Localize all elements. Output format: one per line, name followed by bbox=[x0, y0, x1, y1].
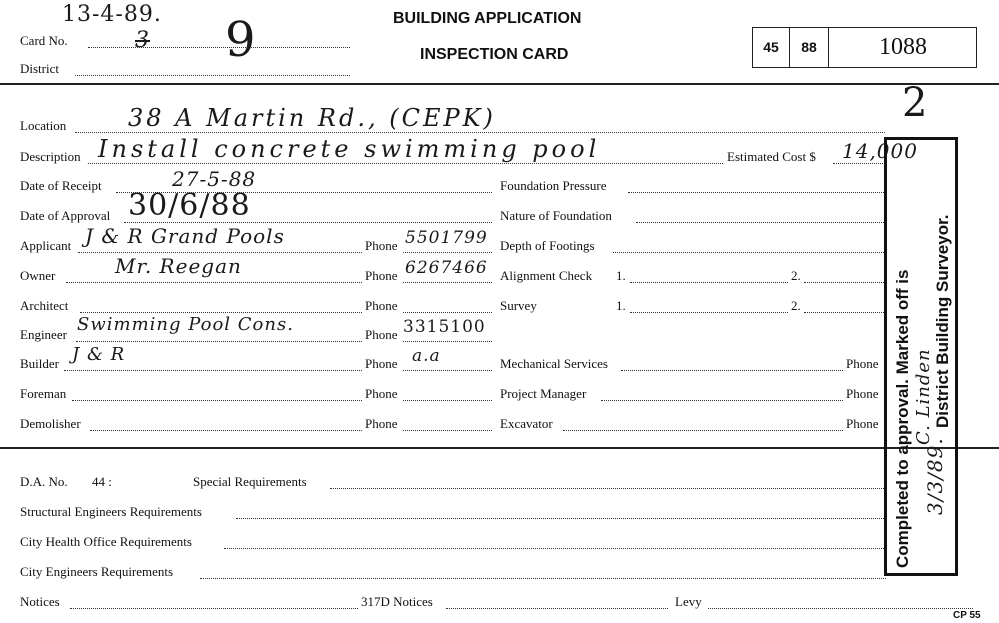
health-line bbox=[224, 548, 886, 549]
levy-label: Levy bbox=[675, 594, 702, 609]
mechanical-phone-label: Phone bbox=[846, 356, 879, 371]
applicant-phone-label: Phone bbox=[365, 238, 398, 253]
district-value: 9 bbox=[225, 12, 257, 68]
applicant-line bbox=[78, 252, 362, 253]
foreman-label: Foreman bbox=[20, 386, 67, 401]
alignment-two-label: 2. bbox=[791, 268, 801, 283]
date-approval-value: 30/6/88 bbox=[128, 188, 251, 223]
district-label: District bbox=[20, 61, 59, 76]
builder-line bbox=[64, 370, 362, 371]
description-label: Description bbox=[20, 149, 81, 164]
box-a: 45 bbox=[753, 28, 790, 67]
stamp-signature: C. Linden bbox=[913, 348, 934, 445]
survey-one-label: 1. bbox=[616, 298, 626, 313]
card-number-box bbox=[752, 27, 977, 68]
card-no-value: 3 bbox=[135, 28, 150, 53]
stamp-date: 3/3/89. bbox=[923, 437, 947, 515]
applicant-phone: 5501799 bbox=[405, 228, 488, 248]
depth-footings-line bbox=[613, 252, 886, 253]
date-approval-label: Date of Approval bbox=[20, 208, 111, 223]
foundation-pressure-label: Foundation Pressure bbox=[500, 178, 607, 193]
special-requirements-line bbox=[330, 488, 886, 489]
estimated-cost-value: 14,000 bbox=[842, 139, 918, 163]
demolisher-phone-label: Phone bbox=[365, 416, 398, 431]
special-requirements-label: Special Requirements bbox=[193, 474, 307, 489]
da-no-value: 44 : bbox=[92, 474, 112, 489]
alignment-one-line bbox=[630, 282, 788, 283]
demolisher-label: Demolisher bbox=[20, 416, 81, 431]
excavator-phone-label: Phone bbox=[846, 416, 879, 431]
location-label: Location bbox=[20, 118, 67, 133]
owner-label: Owner bbox=[20, 268, 56, 283]
description-value: Install concrete swimming pool bbox=[98, 135, 601, 163]
corner-mark: 2 bbox=[902, 80, 929, 126]
levy-line bbox=[708, 608, 973, 609]
health-label: City Health Office Requirements bbox=[20, 534, 192, 549]
mechanical-line bbox=[621, 370, 843, 371]
da-no-label: D.A. No. bbox=[20, 474, 68, 489]
owner-phone-line bbox=[403, 282, 492, 283]
notices-line bbox=[70, 608, 358, 609]
survey-two-line bbox=[804, 312, 886, 313]
builder-value: J & R bbox=[72, 344, 126, 365]
header-divider bbox=[0, 83, 999, 85]
foreman-phone-label: Phone bbox=[365, 386, 398, 401]
card-no-line bbox=[88, 47, 350, 48]
stamp-line2: District Building Surveyor. bbox=[933, 214, 952, 428]
notices-317d-line bbox=[446, 608, 668, 609]
middle-divider bbox=[0, 447, 999, 449]
city-engineers-line bbox=[200, 578, 886, 579]
engineer-phone-label: Phone bbox=[365, 327, 398, 342]
location-value: 38 A Martin Rd., (CEPK) bbox=[128, 104, 496, 132]
project-manager-line bbox=[601, 400, 843, 401]
location-line bbox=[75, 132, 885, 133]
nature-foundation-line bbox=[636, 222, 886, 223]
alignment-check-label: Alignment Check bbox=[500, 268, 593, 283]
mechanical-label: Mechanical Services bbox=[500, 356, 608, 371]
survey-label: Survey bbox=[500, 298, 537, 313]
demolisher-line bbox=[90, 430, 362, 431]
engineer-label: Engineer bbox=[20, 327, 67, 342]
description-line bbox=[88, 163, 723, 164]
foreman-phone-line bbox=[403, 400, 492, 401]
builder-phone-label: Phone bbox=[365, 356, 398, 371]
builder-label: Builder bbox=[20, 356, 59, 371]
estimated-cost-label: Estimated Cost $ bbox=[727, 149, 816, 164]
district-line bbox=[75, 75, 350, 76]
owner-phone: 6267466 bbox=[405, 258, 488, 278]
engineer-phone: 3315100 bbox=[403, 317, 486, 337]
architect-line bbox=[80, 312, 362, 313]
applicant-label: Applicant bbox=[20, 238, 72, 253]
applicant-value: J & R Grand Pools bbox=[85, 224, 285, 248]
box-b: 88 bbox=[790, 28, 829, 67]
title-line1: BUILDING APPLICATION bbox=[393, 10, 582, 27]
engineer-phone-line bbox=[403, 341, 492, 342]
box-c: 1088 bbox=[879, 34, 927, 60]
owner-value: Mr. Reegan bbox=[115, 254, 242, 278]
form-code: CP 55 bbox=[953, 610, 981, 621]
architect-label: Architect bbox=[20, 298, 69, 313]
owner-phone-label: Phone bbox=[365, 268, 398, 283]
builder-phone-line bbox=[403, 370, 492, 371]
title-line2: INSPECTION CARD bbox=[420, 46, 569, 63]
alignment-one-label: 1. bbox=[616, 268, 626, 283]
foundation-pressure-line bbox=[628, 192, 886, 193]
estimated-cost-line bbox=[833, 163, 883, 164]
alignment-two-line bbox=[804, 282, 886, 283]
applicant-phone-line bbox=[403, 252, 492, 253]
survey-two-label: 2. bbox=[791, 298, 801, 313]
architect-phone-line bbox=[403, 312, 492, 313]
demolisher-phone-line bbox=[403, 430, 492, 431]
structural-line bbox=[236, 518, 886, 519]
notices-label: Notices bbox=[20, 594, 60, 609]
notices-317d-label: 317D Notices bbox=[361, 594, 433, 609]
date-receipt-value: 27-5-88 bbox=[172, 167, 257, 191]
excavator-line bbox=[563, 430, 843, 431]
builder-phone: a.a bbox=[412, 346, 441, 366]
project-manager-phone-label: Phone bbox=[846, 386, 879, 401]
handwritten-date: 13-4-89. bbox=[62, 2, 162, 27]
city-engineers-label: City Engineers Requirements bbox=[20, 564, 174, 579]
foreman-line bbox=[72, 400, 362, 401]
depth-footings-label: Depth of Footings bbox=[500, 238, 595, 253]
date-receipt-label: Date of Receipt bbox=[20, 178, 102, 193]
excavator-label: Excavator bbox=[500, 416, 553, 431]
stamp-line1: Completed to approval. Marked off is bbox=[893, 269, 912, 568]
structural-label: Structural Engineers Requirements bbox=[20, 504, 202, 519]
engineer-line bbox=[76, 341, 362, 342]
engineer-value: Swimming Pool Cons. bbox=[77, 314, 294, 335]
project-manager-label: Project Manager bbox=[500, 386, 587, 401]
nature-foundation-label: Nature of Foundation bbox=[500, 208, 612, 223]
architect-phone-label: Phone bbox=[365, 298, 398, 313]
approval-stamp bbox=[884, 137, 958, 576]
card-no-label: Card No. bbox=[20, 33, 68, 48]
survey-one-line bbox=[630, 312, 788, 313]
owner-line bbox=[66, 282, 362, 283]
